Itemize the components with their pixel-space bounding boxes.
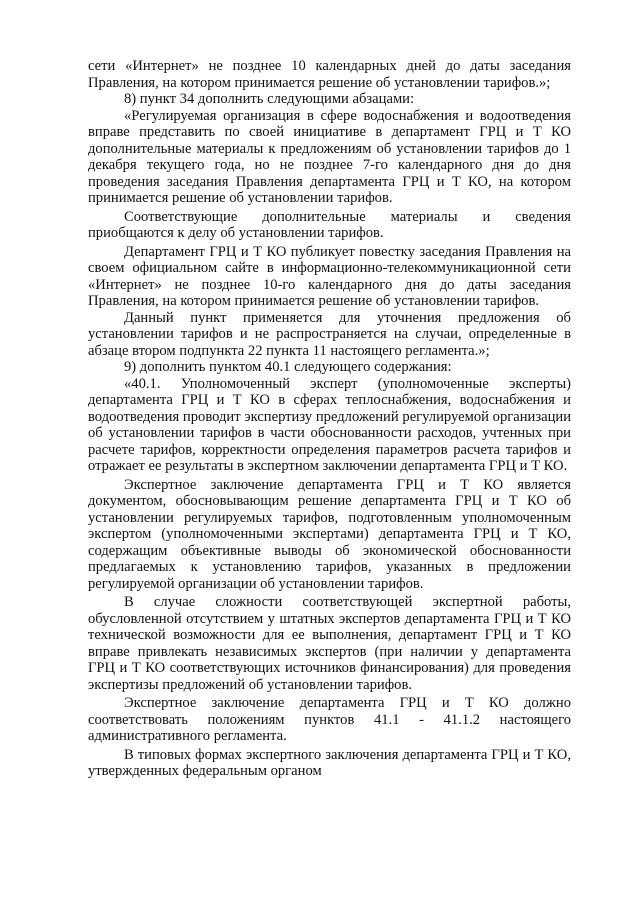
paragraph-expert-conclusion: Экспертное заключение департамента ГРЦ и Т КО является документом, обосновывающим решение департамента ГРЦ и Т КО об установлении регулируемых тарифов, подготовленным уполномоченным экспертом (уполномоченными экспертами) департамента ГРЦ и Т КО, содержащим объективные выводы об экономической обоснованности предлагаемых к установлению тарифов, указанных в предложении регулируемой организации об установлении тарифов. <box>88 476 571 592</box>
paragraph-40-1: «40.1. Уполномоченный эксперт (уполномоченные эксперты) департамента ГРЦ и Т КО в сферах теплоснабжения, водоснабжения и водоотведения проводит экспертизу предложений регулируемой организации об установлении тарифов в части обоснованности расходов, учтенных при расчете тарифов, корректности определения параметров расчета тарифов и отражает ее результаты в экспертном заключении департамента ГРЦ и Т КО. <box>88 375 571 474</box>
paragraph-independent-experts: В случае сложности соответствующей экспертной работы, обусловленной отсутствием у штатных экспертов департамента ГРЦ и Т КО технической возможности для ее выполнения, департамент ГРЦ и Т КО вправе привлекать независимых экспертов (при наличии у департамента ГРЦ и Т КО соответствующих источников финансирования) для проведения экспертизы предложений об установлении тарифов. <box>88 594 571 693</box>
paragraph-item-9: 9) дополнить пунктом 40.1 следующего содержания: <box>124 359 452 375</box>
paragraph-materials: Соответствующие дополнительные материалы и сведения приобщаются к делу об установлении тарифов. <box>88 208 571 241</box>
paragraph-regulated-org: «Регулируемая организация в сфере водоснабжения и водоотведения вправе представить по своей инициативе в департамент ГРЦ и Т КО дополнительные материалы к предложениям об установлении тарифов до 1 декабря текущего года, но не позднее 7-го календарного дня до дня проведения заседания Правления департамента ГРЦ и Т КО, на котором принимается решение об установлении тарифов. <box>88 107 571 206</box>
document-page <box>88 58 571 780</box>
paragraph-conformity: Экспертное заключение департамента ГРЦ и Т КО должно соответствовать положениям пунктов 41.1 - 41.1.2 настоящего административного регламента. <box>88 695 571 744</box>
paragraph-agenda: Департамент ГРЦ и Т КО публикует повестку заседания Правления на своем официальном сайте в информационно-телекоммуникационной сети «Интернет» не позднее 10-го календарного дня до даты заседания Правления, на котором принимается решение об установлении тарифов. <box>88 243 571 309</box>
paragraph-typical-forms: В типовых формах экспертного заключения департамента ГРЦ и Т КО, утвержденных федеральным органом <box>88 746 571 779</box>
paragraph-item-8: 8) пункт 34 дополнить следующими абзацами: <box>124 91 415 107</box>
paragraph-applicability: Данный пункт применяется для уточнения предложения об установлении тарифов и не распространяется на случаи, определенные в абзаце втором подпункта 22 пункта 11 настоящего регламента.»; <box>88 309 571 359</box>
paragraph-continuation: сети «Интернет» не позднее 10 календарных дней до даты заседания Правления, на котором принимается решение об установлении тарифов.»; <box>88 58 571 91</box>
